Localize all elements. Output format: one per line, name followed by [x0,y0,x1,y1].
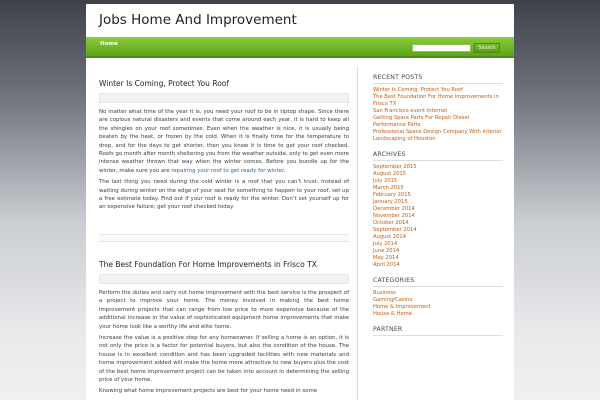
recent-posts-list [373,87,503,143]
nav-home-link[interactable]: Home [100,41,118,47]
post-1 [99,79,349,215]
recent-post-link[interactable]: San Francisco event Internet [373,108,448,114]
archive-link[interactable]: August 2015 [373,171,407,177]
category-item [373,297,503,304]
category-item [373,311,503,318]
archive-item [373,241,503,248]
recent-post-item [373,87,503,94]
archive-item [373,213,503,220]
recent-post-item [373,129,503,143]
post-2-paragraph-3: Knowing what home improvement projects are best for your home need in some [99,388,318,395]
recent-post-item [373,108,503,115]
archive-link[interactable]: January 2015 [373,199,408,205]
recent-post-link[interactable]: The Best Foundation For Home Improvements in Frisco TX [373,94,499,107]
archive-item [373,220,503,227]
post-2-body [99,289,349,396]
recent-post-link[interactable]: Professional Space Design Company With Interior Landscaping of Houston [373,129,502,142]
post-1-paragraph-2: The last thing you need during the cold winter is a roof that you can’t trust. Instead of waiting during winter on the edge of your seat for something to happen to your roof, set up a free estimate today. Find out if your roof is ready for the winter. Don’t set yourself up for an expensive failure; get your roof checked today. [99,179,349,211]
archive-item [373,227,503,234]
archive-item [373,185,503,192]
archive-item [373,192,503,199]
category-link[interactable]: Gaming/Casino [373,297,413,303]
archive-link[interactable]: September 2014 [373,227,417,233]
archive-item [373,248,503,255]
partner-heading: PARTNER [373,326,503,336]
post-1-meta-bar [99,93,349,103]
archive-item [373,164,503,171]
category-item [373,304,503,311]
archive-link[interactable]: December 2014 [373,206,415,212]
post-1-body [99,108,349,212]
categories-heading: CATEGORIES [373,277,503,287]
archive-link[interactable]: February 2015 [373,192,411,198]
search-input[interactable] [412,44,471,52]
archives-list [373,164,503,269]
post-1-title[interactable]: Winter Is Coming, Protect You Roof [99,79,230,88]
archive-link[interactable]: March 2015 [373,185,404,191]
category-link[interactable]: House & Home [373,311,412,317]
recent-post-item [373,94,503,108]
category-link[interactable]: Home & Improvement [373,304,431,310]
recent-post-link[interactable]: Getting Spare Parts For Repair Diesel Performance Parts [373,115,470,128]
archive-link[interactable]: April 2014 [373,262,400,268]
archive-item [373,178,503,185]
archive-link[interactable]: October 2014 [373,220,409,226]
archive-link[interactable]: May 2014 [373,255,399,261]
archive-item [373,255,503,262]
archive-item [373,234,503,241]
main-navbar [86,37,514,58]
recent-post-item [373,115,503,129]
post-separator [99,234,349,242]
category-item [373,290,503,297]
recent-posts-heading: RECENT POSTS [373,74,503,84]
post-2-paragraph-2: Increase the value is a positive step for any homeowner. If selling a home is an option, it is not only the price is a factor for potential buyers, but also the condition of the house. The house is in excellent condition and has been upgraded facilities with new materials and home improvement added will make the home more attractive to new buyers plus the cost of the best home improvement project can be taken into account in determining the selling price of your home. [99,335,349,384]
archive-link[interactable]: August 2014 [373,234,407,240]
archive-link[interactable]: November 2014 [373,213,415,219]
archive-item [373,262,503,269]
search-button[interactable]: Search [474,43,500,53]
sidebar [373,74,503,339]
archive-item [373,206,503,213]
post-2-paragraph-1: Perform the duties and carry out home improvement with the best service is the prospect of a project to improve your home. The money involved in making the best home improvement projects that can range from low price to more expensive because of the additional increase in the value of sophisticated equipment home improvements that make your home look like a worthy life and elite home. [99,290,349,330]
post-2-meta-bar [99,274,349,284]
post-1-inline-link[interactable]: repairing your roof to get ready for winter [171,167,284,174]
post-2 [99,260,349,399]
archives-heading: ARCHIVES [373,151,503,161]
categories-list [373,290,503,318]
post-2-title[interactable]: The Best Foundation For Home Improvements in Frisco TX [99,260,317,269]
archive-item [373,171,503,178]
category-link[interactable]: Business [373,290,396,296]
archive-link[interactable]: June 2014 [373,248,400,254]
column-divider [357,66,358,400]
post-1-paragraph-1: No matter what time of the year it is, you need your roof to be in tiptop shape. Since there are copious natural disasters and events that come around each year, it is hard to keep all the shingles on your roof sometimes. Even when the weather is nice, it is usually being beaten by the heat, or frozen by the cold. When it is finally time for the temperature to drop, and for the days to get shorter, then you know it is time to get your roof checked. Roofs go month after month sheltering you from the weather outside, only to get even more intense weather thrown that way when the winter comes. Before you bundle up for the winter, make sure you are [99,109,349,174]
archive-link[interactable]: July 2015 [373,178,398,184]
site-title[interactable]: Jobs Home And Improvement [99,12,297,28]
archive-item [373,199,503,206]
recent-post-link[interactable]: Winter Is Coming, Protect You Roof [373,87,463,93]
archive-link[interactable]: July 2014 [373,241,398,247]
post-1-paragraph-1-end: . [283,167,286,174]
archive-link[interactable]: September 2015 [373,164,417,170]
page-container [86,4,514,400]
